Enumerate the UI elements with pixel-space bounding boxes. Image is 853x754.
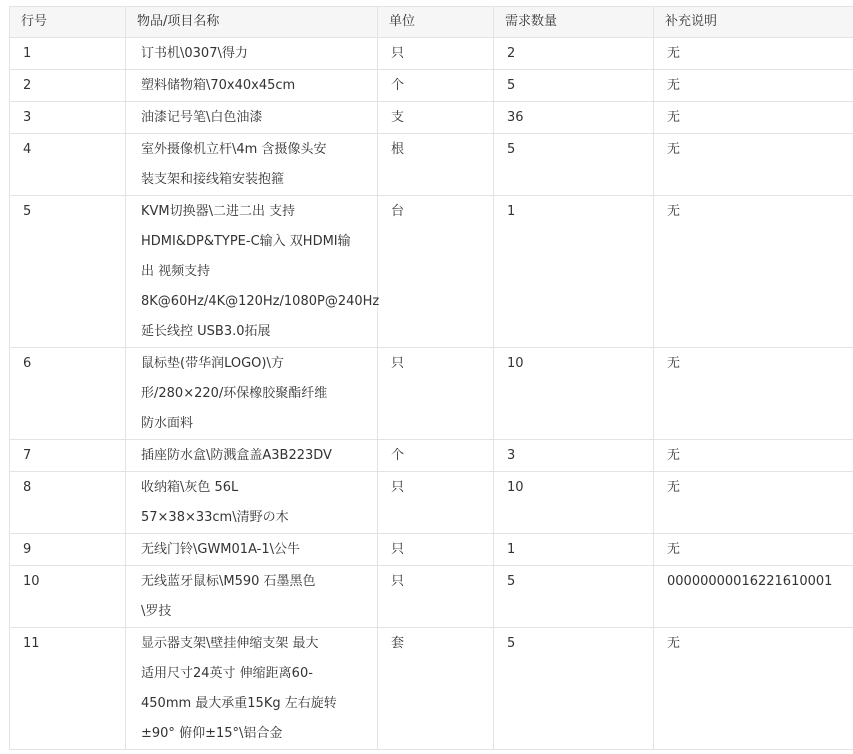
cell-note (654, 628, 853, 750)
item-name-line: KVM切换器\二进二出 支持 (141, 204, 296, 219)
cell-note (654, 440, 853, 472)
item-name-line: 57×38×33cm\清野の木 (141, 510, 289, 525)
cell-note (654, 472, 853, 534)
cell-note (654, 134, 853, 196)
table-row (10, 472, 853, 534)
item-name-line: 油漆记号笔\白色油漆 (141, 110, 263, 125)
cell-row-number-text: 7 (23, 448, 32, 463)
cell-row-number-text: 5 (23, 204, 32, 219)
cell-quantity-text: 1 (507, 204, 516, 219)
cell-quantity-text: 5 (507, 636, 516, 651)
header-unit: 单位 (378, 7, 494, 38)
item-name-line: \罗技 (141, 604, 172, 619)
cell-note (654, 196, 853, 348)
cell-quantity (494, 472, 654, 534)
cell-row-number (10, 70, 126, 102)
cell-quantity (494, 134, 654, 196)
item-name-line: 塑料储物箱\70x40x45cm (141, 78, 296, 93)
cell-item-name (126, 440, 378, 472)
cell-item-name (126, 566, 378, 628)
cell-unit-text: 只 (391, 574, 405, 589)
header-item-name: 物品/项目名称 (126, 7, 378, 38)
item-name-line: ±90° 俯仰±15°\铝合金 (141, 726, 283, 741)
cell-row-number (10, 348, 126, 440)
cell-row-number (10, 38, 126, 70)
cell-row-number-text: 9 (23, 542, 32, 557)
cell-unit (378, 628, 494, 750)
cell-unit (378, 38, 494, 70)
cell-quantity (494, 566, 654, 628)
cell-unit-text: 台 (391, 204, 405, 219)
header-row-number: 行号 (10, 7, 126, 38)
table-row (10, 348, 853, 440)
cell-quantity-text: 2 (507, 46, 516, 61)
cell-row-number (10, 196, 126, 348)
cell-quantity-text: 3 (507, 448, 516, 463)
table-header-row (10, 7, 853, 38)
cell-note-text: 无 (667, 110, 681, 125)
header-note: 补充说明 (654, 7, 853, 38)
item-name-line: 450mm 最大承重15Kg 左右旋转 (141, 696, 337, 711)
cell-unit-text: 个 (391, 448, 405, 463)
cell-item-name (126, 102, 378, 134)
cell-quantity-text: 36 (507, 110, 524, 125)
item-name-line: 显示器支架\壁挂伸缩支架 最大 (141, 636, 319, 651)
cell-unit-text: 只 (391, 480, 405, 495)
cell-note (654, 348, 853, 440)
table-row (10, 534, 853, 566)
item-name-line: HDMI&DP&TYPE-C输入 双HDMI输 (141, 234, 351, 249)
cell-row-number (10, 628, 126, 750)
cell-quantity (494, 102, 654, 134)
item-name-line: 鼠标垫(带华润LOGO)\方 (141, 356, 284, 371)
cell-quantity (494, 628, 654, 750)
item-name-line: 订书机\0307\得力 (141, 46, 248, 61)
demand-table (9, 6, 853, 750)
cell-unit (378, 348, 494, 440)
item-name-line: 装支架和接线箱安装抱箍 (141, 172, 285, 187)
cell-item-name (126, 196, 378, 348)
cell-unit (378, 134, 494, 196)
cell-row-number-text: 10 (23, 574, 40, 589)
cell-item-name (126, 472, 378, 534)
table-row (10, 440, 853, 472)
cell-unit (378, 566, 494, 628)
cell-unit-text: 只 (391, 542, 405, 557)
cell-row-number (10, 134, 126, 196)
cell-unit-text: 只 (391, 46, 405, 61)
cell-row-number-text: 1 (23, 46, 32, 61)
item-name-line: 室外摄像机立杆\4m 含摄像头安 (141, 142, 327, 157)
cell-note-text: 无 (667, 356, 681, 371)
cell-item-name (126, 70, 378, 102)
cell-quantity (494, 348, 654, 440)
cell-row-number-text: 11 (23, 636, 40, 651)
table-row (10, 134, 853, 196)
table-row (10, 566, 853, 628)
cell-quantity-text: 10 (507, 480, 524, 495)
cell-item-name (126, 628, 378, 750)
table-row (10, 196, 853, 348)
cell-row-number (10, 534, 126, 566)
cell-quantity-text: 1 (507, 542, 516, 557)
cell-item-name (126, 134, 378, 196)
cell-unit (378, 102, 494, 134)
cell-note-text: 无 (667, 636, 681, 651)
cell-item-name (126, 348, 378, 440)
cell-quantity-text: 10 (507, 356, 524, 371)
cell-item-name (126, 534, 378, 566)
table-row (10, 70, 853, 102)
item-name-line: 出 视频支持 (141, 264, 211, 279)
item-name-line: 适用尺寸24英寸 伸缩距离60- (141, 666, 313, 681)
cell-row-number-text: 4 (23, 142, 32, 157)
cell-note-text: 无 (667, 142, 681, 157)
table-row (10, 38, 853, 70)
cell-unit-text: 根 (391, 142, 405, 157)
cell-quantity-text: 5 (507, 574, 516, 589)
cell-note-text: 无 (667, 46, 681, 61)
cell-note (654, 566, 853, 628)
item-name-line: 8K@60Hz/4K@120Hz/1080P@240Hz (141, 294, 380, 309)
cell-quantity (494, 70, 654, 102)
cell-item-name (126, 38, 378, 70)
cell-unit-text: 支 (391, 110, 405, 125)
cell-row-number (10, 440, 126, 472)
cell-row-number-text: 8 (23, 480, 32, 495)
cell-row-number-text: 2 (23, 78, 32, 93)
cell-note-text: 00000000016221610001 (667, 574, 833, 589)
item-name-line: 无线蓝牙鼠标\M590 石墨黑色 (141, 574, 316, 589)
cell-unit (378, 70, 494, 102)
table-row (10, 102, 853, 134)
cell-unit (378, 472, 494, 534)
cell-quantity (494, 196, 654, 348)
cell-row-number-text: 6 (23, 356, 32, 371)
cell-unit (378, 534, 494, 566)
cell-unit (378, 440, 494, 472)
item-name-line: 无线门铃\GWM01A-1\公牛 (141, 542, 301, 557)
cell-quantity (494, 38, 654, 70)
table-body (10, 38, 853, 750)
cell-row-number (10, 472, 126, 534)
table-row (10, 628, 853, 750)
cell-note-text: 无 (667, 204, 681, 219)
cell-row-number (10, 566, 126, 628)
header-quantity: 需求数量 (494, 7, 654, 38)
cell-note-text: 无 (667, 448, 681, 463)
cell-unit-text: 套 (391, 636, 405, 651)
cell-note (654, 102, 853, 134)
cell-quantity-text: 5 (507, 78, 516, 93)
cell-note (654, 70, 853, 102)
item-name-line: 防水面料 (141, 416, 194, 431)
cell-note-text: 无 (667, 480, 681, 495)
item-name-line: 收纳箱\灰色 56L (141, 480, 239, 495)
item-name-line: 插座防水盒\防溅盒盖A3B223DV (141, 448, 332, 463)
cell-note (654, 38, 853, 70)
cell-unit (378, 196, 494, 348)
item-name-line: 形/280×220/环保橡胶聚酯纤维 (141, 386, 328, 401)
cell-quantity (494, 440, 654, 472)
cell-unit-text: 个 (391, 78, 405, 93)
cell-row-number (10, 102, 126, 134)
cell-quantity-text: 5 (507, 142, 516, 157)
cell-unit-text: 只 (391, 356, 405, 371)
item-name-line: 延长线控 USB3.0拓展 (141, 324, 271, 339)
cell-note (654, 534, 853, 566)
cell-note-text: 无 (667, 542, 681, 557)
cell-row-number-text: 3 (23, 110, 32, 125)
cell-quantity (494, 534, 654, 566)
cell-note-text: 无 (667, 78, 681, 93)
